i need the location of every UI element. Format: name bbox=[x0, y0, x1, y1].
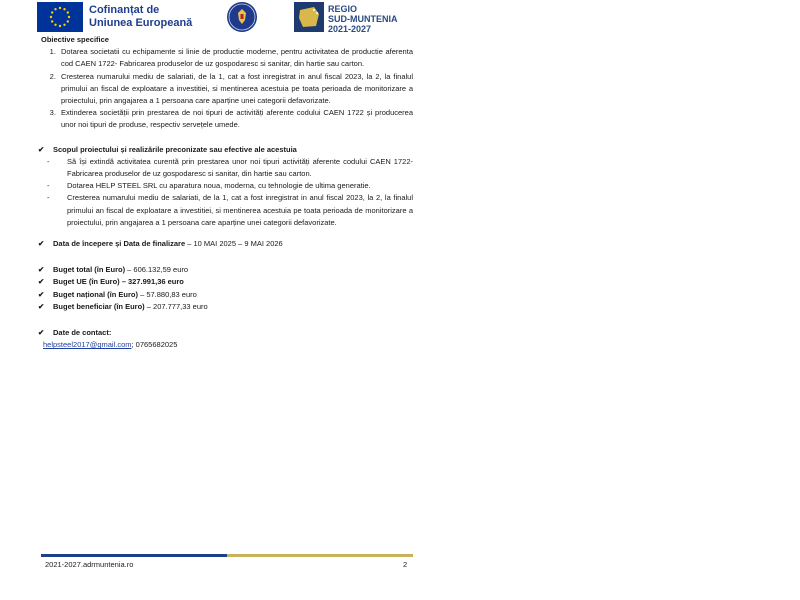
page-number: 2 bbox=[403, 560, 408, 569]
budget-total-line bbox=[38, 264, 413, 276]
scope-heading bbox=[38, 144, 413, 156]
objectives-title: Obiective specifice bbox=[41, 35, 109, 44]
regio-text bbox=[328, 4, 398, 34]
regio-line1: REGIO bbox=[328, 4, 358, 14]
scope-item: - Cresterea numarului mediu de salariati, de la 1, cat a fost inregistrat in anul fiscal 2023, la 2, la finalul primului an fiscal de exploatare a investitiei, si mentinerea acestuia pe toata perioada de monitorizare a proiectului, prin angajarea a 1 persoana care aparține unei categorii defavorizate. bbox=[61, 192, 413, 229]
checkmark-icon: ✔ bbox=[38, 289, 45, 299]
scope-list bbox=[41, 156, 413, 229]
checkmark-icon: ✔ bbox=[38, 301, 45, 311]
scope-item: - Să își extindă activitatea curentă prin prestarea unor noi tipuri activități aferente codului CAEN 1722- Fabricarea produselor de uz gospodaresc si sanitar, din hartie sau carton. bbox=[61, 156, 413, 180]
regio-line3: 2021-2027 bbox=[328, 24, 372, 34]
budget-beneficiar-label: Buget beneficiar (în Euro) bbox=[53, 301, 145, 311]
header-logos bbox=[0, 0, 800, 36]
eu-flag-icon bbox=[37, 2, 83, 32]
objectives-list bbox=[41, 46, 413, 131]
checkmark-icon: ✔ bbox=[38, 265, 45, 275]
budget-beneficiar-value: – 207.777,33 euro bbox=[144, 301, 208, 311]
dates-line bbox=[38, 238, 413, 250]
objective-item: 2. Cresterea numarului mediu de salariati, de la 1, cat a fost inregistrat in anul fiscal 2023, la 2, la finalul primului an fiscal de exploatare a investitiei, si mentinerea acestuia pe toata perioada de monitorizare a proiectului, prin angajarea a 1 persoana care aparține unei categorii defavorizate. bbox=[58, 71, 413, 108]
contact-email-link[interactable]: helpsteel2017@gmail.com bbox=[43, 340, 132, 350]
budget-national-label: Buget național (în Euro) bbox=[53, 289, 138, 299]
regio-logo-icon bbox=[294, 2, 324, 32]
dates-label: Data de începere și Data de finalizare bbox=[53, 239, 186, 249]
romania-government-emblem-icon bbox=[227, 2, 257, 32]
budget-ue-line bbox=[38, 276, 413, 288]
objective-item: 1. Dotarea societatii cu echipamente si linie de productie moderne, pentru activitatea de productie aferenta cod CAEN 1722- Fabricarea produselor de uz gospodaresc si sanitar, din hartie sau carton. bbox=[58, 46, 413, 70]
document-body bbox=[38, 34, 413, 351]
budget-total-value: – 606.132,59 euro bbox=[125, 265, 189, 275]
dates-value: – 10 MAI 2025 – 9 MAI 2026 bbox=[185, 239, 283, 249]
footer-website: 2021-2027.adrmuntenia.ro bbox=[45, 560, 134, 569]
eu-line1: Cofinanțat de bbox=[89, 4, 160, 16]
objective-item: 3. Extinderea societății prin prestarea de noi tipuri de activități aferente codului CAEN 1722 și producerea unor noi tipuri de produse, respectiv servețele umede. bbox=[58, 107, 413, 131]
budget-beneficiar-line bbox=[38, 301, 413, 313]
eu-line2: Uniunea Europeană bbox=[89, 17, 193, 29]
budget-national-value: – 57.880,83 euro bbox=[138, 289, 197, 299]
budget-national-line bbox=[38, 289, 413, 301]
contact-heading bbox=[38, 327, 413, 339]
budget-total-label: Buget total (în Euro) bbox=[53, 265, 126, 275]
budget-ue-label: Buget UE (în Euro) bbox=[53, 277, 120, 287]
checkmark-icon: ✔ bbox=[38, 239, 45, 249]
contact-label: Date de contact: bbox=[53, 328, 112, 338]
checkmark-icon: ✔ bbox=[38, 277, 45, 287]
scope-title: Scopul proiectului și realizările preconizate sau efective ale acestuia bbox=[53, 144, 297, 154]
eu-cofinanced-text bbox=[89, 4, 192, 30]
scope-item: - Dotarea HELP STEEL SRL cu aparatura noua, moderna, cu tehnologie de ultima generatie. bbox=[61, 180, 413, 192]
budget-ue-value: – 327.991,36 euro bbox=[119, 277, 184, 287]
regio-line2: SUD-MUNTENIA bbox=[328, 14, 398, 24]
contact-phone: ; 0765682025 bbox=[131, 340, 178, 350]
footer-divider bbox=[41, 554, 413, 557]
checkmark-icon: ✔ bbox=[38, 144, 45, 154]
checkmark-icon: ✔ bbox=[38, 328, 45, 338]
contact-details bbox=[41, 339, 413, 351]
